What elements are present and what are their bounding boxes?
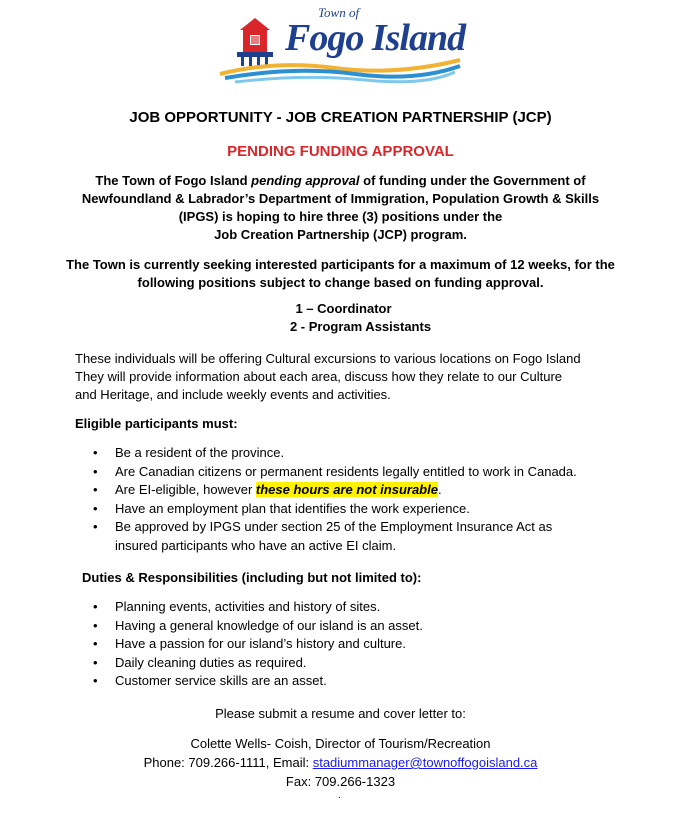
excursion-paragraph (75, 350, 645, 404)
list-item: • Customer service skills are an asset. (93, 672, 633, 691)
duties-list (93, 598, 633, 691)
intro-text: of funding under the Government of (359, 173, 586, 188)
contact-block (0, 734, 681, 791)
excursion-line: and Heritage, and include weekly events and activities. (75, 387, 391, 402)
intro-emphasis: pending approval (251, 173, 360, 188)
position-item: 2 - Program Assistants (289, 319, 432, 334)
seeking-line: The Town is currently seeking interested participants for a maximum of 12 weeks, for the (66, 257, 615, 272)
list-item: • Are Canadian citizens or permanent residents legally entitled to work in Canada. (93, 463, 633, 482)
intro-text: The Town of Fogo Island (95, 173, 252, 188)
submit-instructions: Please submit a resume and cover letter to: (215, 706, 466, 721)
logo-town-text: Town of (318, 5, 360, 20)
eligible-heading: Eligible participants must: (75, 416, 238, 431)
contact-name: Colette Wells- Coish, Director of Tourism/Recreation (190, 736, 491, 751)
eligible-list (93, 444, 633, 555)
list-item: • Planning events, activities and history of sites. (93, 598, 633, 617)
positions-list (0, 300, 681, 336)
email-link[interactable]: stadiummanager@townoffogoisland.ca (312, 755, 538, 770)
page-title: JOB OPPORTUNITY - JOB CREATION PARTNERSHIP (JCP) (129, 109, 552, 126)
contact-phone: Phone: 709.266-1111, Email: (143, 755, 313, 770)
highlighted-text: these hours are not insurable (255, 482, 438, 497)
logo-name-text: Fogo Island (285, 17, 466, 59)
intro-line: (IPGS) is hoping to hire three (3) positions under the (178, 209, 503, 224)
list-item: • Be approved by IPGS under section 25 of the Employment Insurance Act as insured participants who have an active EI claim. (93, 518, 595, 555)
seeking-paragraph (0, 256, 681, 292)
list-item-text: . (437, 482, 442, 497)
list-item-text: Are EI-eligible, however (115, 482, 256, 497)
excursion-line: These individuals will be offering Cultural excursions to various locations on Fogo Island (75, 351, 581, 366)
list-item: • Daily cleaning duties as required. (93, 654, 633, 673)
list-item: • Be a resident of the province. (93, 444, 633, 463)
list-item: • Have a passion for our island’s history and culture. (93, 635, 633, 654)
list-item: • Have an employment plan that identifies the work experience. (93, 500, 633, 519)
status-heading: PENDING FUNDING APPROVAL (227, 143, 454, 160)
list-item (93, 481, 633, 500)
intro-line: Newfoundland & Labrador’s Department of Immigration, Population Growth & Skills (81, 191, 600, 206)
intro-paragraph (0, 172, 681, 244)
position-item: 1 – Coordinator (295, 301, 392, 316)
duties-heading: Duties & Responsibilities (including but not limited to): (82, 570, 422, 585)
list-item: • Having a general knowledge of our island is an asset. (93, 617, 633, 636)
contact-fax: Fax: 709.266-1323 (285, 774, 396, 789)
seeking-line: following positions subject to change based on funding approval. (137, 275, 544, 290)
intro-line: Job Creation Partnership (JCP) program. (214, 227, 467, 242)
stray-dot: . (338, 790, 341, 801)
excursion-line: They will provide information about each area, discuss how they relate to our Culture (75, 369, 563, 384)
